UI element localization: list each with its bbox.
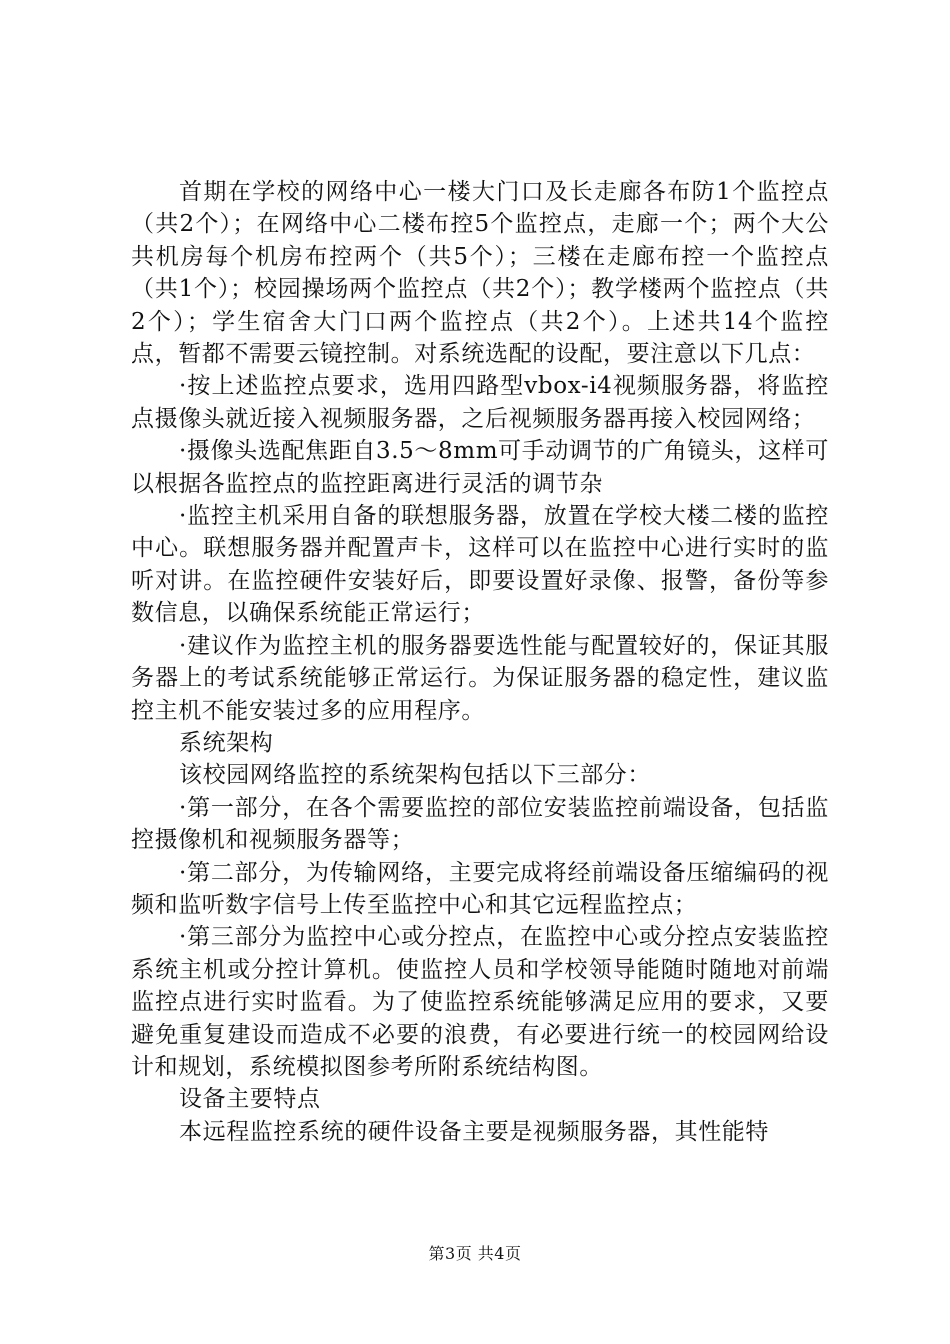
bullet-part-three: ·第三部分为监控中心或分控点，在监控中心或分控点安装监控系统主机或分控计算机。使监控人员和学校领导能随时随地对前端监控点进行实时监看。为了使监控系统能够满足应用的要求，又要避免重复建设而造成不必要的浪费，有必要进行统一的校园网给设计和规划，系统模拟图参考所附系统结构图。 [131, 924, 829, 1080]
bullet-part-one: ·第一部分，在各个需要监控的部位安装监控前端设备，包括监控摄像机和视频服务器等； [131, 794, 829, 854]
document-body [131, 176, 829, 1148]
bullet-server-recommendation: ·建议作为监控主机的服务器要选性能与配置较好的，保证其服务器上的考试系统能够正常运行。为保证服务器的稳定性，建议监控主机不能安装过多的应用程序。 [131, 632, 829, 724]
bullet-video-server: ·按上述监控点要求，选用四路型vbox-i4视频服务器，将监控点摄像头就近接入视频服务器，之后视频服务器再接入校园网络； [131, 373, 829, 432]
bullet-camera-lens: ·摄像头选配焦距自3.5～8mm可手动调节的广角镜头，这样可以根据各监控点的监控距离进行灵活的调节杂 [131, 438, 829, 497]
section-heading-features: 设备主要特点 [179, 1086, 321, 1113]
bullet-part-two: ·第二部分，为传输网络，主要完成将经前端设备压缩编码的视频和监听数字信号上传至监控中心和其它远程监控点； [131, 859, 829, 918]
paragraph-monitoring-points: 首期在学校的网络中心一楼大门口及长走廊各布防1个监控点（共2个）；在网络中心二楼布控5个监控点，走廊一个；两个大公共机房每个机房布控两个（共5个）；三楼在走廊布控一个监控点（共1个）；校园操场两个监控点（共2个）；教学楼两个监控点（共2个）；学生宿舍大门口两个监控点（共2个）。上述共14个监控点，暂都不需要云镜控制。对系统选配的设配，要注意以下几点： [131, 179, 829, 368]
bullet-monitoring-host: ·监控主机采用自备的联想服务器，放置在学校大楼二楼的监控中心。联想服务器并配置声卡，这样可以在监控中心进行实时的监听对讲。在监控硬件安装好后，即要设置好录像、报警，备份等参数信息，以确保系统能正常运行； [131, 503, 829, 627]
page-footer: 第3页 共4页 [428, 1244, 522, 1263]
paragraph-architecture-intro: 该校园网络监控的系统架构包括以下三部分： [179, 762, 651, 789]
section-heading-architecture: 系统架构 [179, 729, 274, 756]
paragraph-features-intro: 本远程监控系统的硬件设备主要是视频服务器，其性能特 [179, 1118, 769, 1145]
